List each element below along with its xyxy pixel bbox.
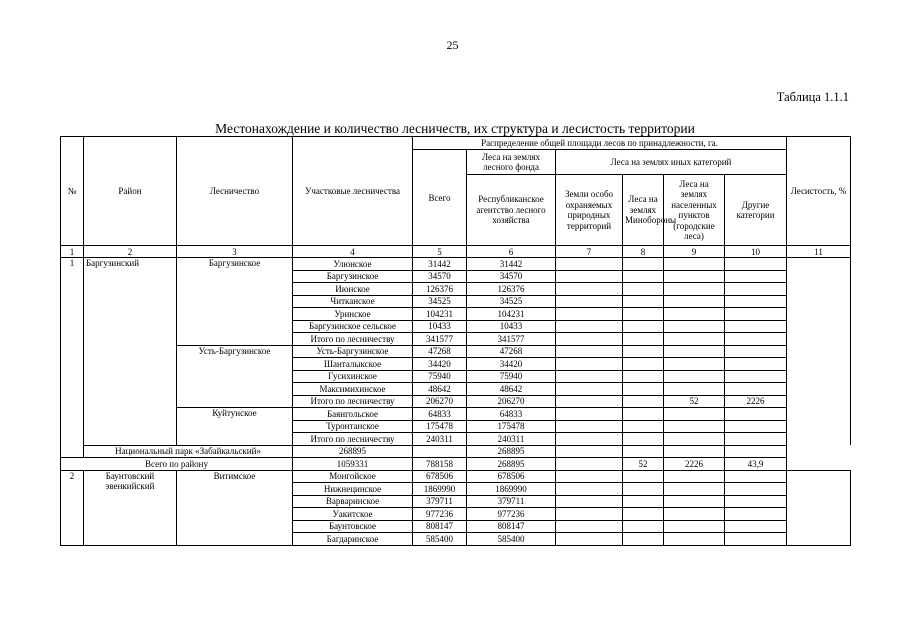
district-total-label: Всего по району [61, 458, 293, 471]
total-cell: 34420 [413, 358, 467, 371]
local-forestry-cell: Читканское [293, 295, 413, 308]
other-cell [725, 408, 787, 421]
header-row-1 [61, 137, 851, 150]
protected-cell [556, 320, 623, 333]
settlements-cell [664, 370, 725, 383]
settlements-cell [664, 483, 725, 496]
col-num: 3 [177, 246, 293, 258]
protected-cell [556, 520, 623, 533]
agency-cell: 10433 [467, 320, 556, 333]
local-forestry-cell: Баргузинское сельское [293, 320, 413, 333]
protected-cell [556, 358, 623, 371]
other-cell [725, 358, 787, 371]
minoborony-cell [623, 470, 664, 483]
total-cell: 206270 [413, 395, 467, 408]
protected-cell [556, 395, 623, 408]
other-cell [725, 483, 787, 496]
agency-cell: 1869990 [467, 483, 556, 496]
cover-cell [787, 395, 851, 408]
settlements-cell [664, 358, 725, 371]
protected-cell [556, 308, 623, 321]
total-cell: 48642 [413, 383, 467, 396]
header-other-lands: Леса на землях иных категорий [556, 150, 787, 175]
other-cell [725, 383, 787, 396]
settlements-cell: 52 [623, 458, 664, 471]
district-cell: Баунтовский эвенкийский [84, 470, 177, 545]
cover-cell [787, 495, 851, 508]
other-cell [725, 533, 787, 546]
minoborony-cell [623, 433, 664, 446]
cover-cell [787, 345, 851, 358]
cover-cell [787, 533, 851, 546]
other-cell [725, 308, 787, 321]
other-cell [725, 320, 787, 333]
col-num: 2 [84, 246, 177, 258]
minoborony-cell [623, 533, 664, 546]
local-forestry-cell: Баунтовское [293, 520, 413, 533]
minoborony-cell [623, 333, 664, 346]
total-cell: 34525 [413, 295, 467, 308]
col-num: 10 [725, 246, 787, 258]
settlements-cell [664, 520, 725, 533]
header-local-forestry: Участковые лесничества [293, 137, 413, 246]
minoborony-cell [623, 508, 664, 521]
local-forestry-cell: Багдаринское [293, 533, 413, 546]
minoborony-cell [623, 283, 664, 296]
column-numbers-row [61, 246, 851, 258]
protected-cell [556, 470, 623, 483]
settlements-cell [623, 445, 664, 458]
settlements-cell [664, 345, 725, 358]
agency-cell: 206270 [467, 395, 556, 408]
agency-cell: 808147 [467, 520, 556, 533]
other-cell [725, 433, 787, 446]
protected-cell [556, 333, 623, 346]
total-cell: 1869990 [413, 483, 467, 496]
district-cell: Баргузинский [84, 258, 177, 446]
other-cell [725, 370, 787, 383]
header-settlements: Леса на землях населенных пунктов (городские леса) [664, 175, 725, 246]
col-num: 5 [413, 246, 467, 258]
local-forestry-cell: Монгойское [293, 470, 413, 483]
forestry-cell: Витимское [177, 470, 293, 545]
local-forestry-cell: Баргузинское [293, 270, 413, 283]
protected-cell: 268895 [467, 458, 556, 471]
protected-cell [556, 533, 623, 546]
col-num: 8 [623, 246, 664, 258]
table-row [61, 408, 851, 421]
cover-cell [725, 445, 787, 458]
cover-cell [787, 483, 851, 496]
protected-cell [556, 295, 623, 308]
other-cell [725, 295, 787, 308]
col-num: 6 [467, 246, 556, 258]
protected-cell [556, 370, 623, 383]
other-cell [725, 258, 787, 271]
minoborony-cell [623, 258, 664, 271]
local-forestry-cell: Баянгольское [293, 408, 413, 421]
cover-cell [787, 258, 851, 271]
header-minoborony: Леса на землях Минобороны [623, 175, 664, 246]
header-total: Всего [413, 150, 467, 246]
agency-cell: 175478 [467, 420, 556, 433]
table-row [61, 470, 851, 483]
total-cell: 808147 [413, 520, 467, 533]
protected-cell [556, 270, 623, 283]
cover-cell [787, 470, 851, 483]
col-num: 11 [787, 246, 851, 258]
other-cell [725, 333, 787, 346]
row-no-cell: 2 [61, 470, 84, 545]
cover-cell [787, 320, 851, 333]
minoborony-cell [623, 483, 664, 496]
agency-cell: 788158 [413, 458, 467, 471]
cover-cell [787, 408, 851, 421]
minoborony-cell [623, 345, 664, 358]
agency-cell: 341577 [467, 333, 556, 346]
agency-cell: 126376 [467, 283, 556, 296]
settlements-cell [664, 308, 725, 321]
total-cell: 31442 [413, 258, 467, 271]
header-district: Район [84, 137, 177, 246]
col-num: 7 [556, 246, 623, 258]
other-cell [725, 283, 787, 296]
total-cell: 126376 [413, 283, 467, 296]
cover-cell [787, 333, 851, 346]
cover-cell [787, 520, 851, 533]
minoborony-cell [623, 495, 664, 508]
local-forestry-cell: Улюнское [293, 258, 413, 271]
cover-cell [787, 308, 851, 321]
cover-cell [787, 508, 851, 521]
header-no: № [61, 137, 84, 246]
protected-cell [556, 258, 623, 271]
protected-cell [556, 345, 623, 358]
total-cell: 175478 [413, 420, 467, 433]
protected-cell: 268895 [467, 445, 556, 458]
cover-cell [787, 370, 851, 383]
header-distribution: Распределение общей площади лесов по принадлежности, га. [413, 137, 787, 150]
agency-cell: 34525 [467, 295, 556, 308]
cover-cell [787, 420, 851, 433]
protected-cell [556, 420, 623, 433]
other-cell: 2226 [725, 395, 787, 408]
table-row-national-park [61, 445, 851, 458]
minoborony-cell [623, 370, 664, 383]
cover-cell [787, 283, 851, 296]
total-cell: 75940 [413, 370, 467, 383]
minoborony-cell [623, 295, 664, 308]
settlements-cell [664, 283, 725, 296]
settlements-cell [664, 333, 725, 346]
protected-cell [556, 508, 623, 521]
agency-cell: 48642 [467, 383, 556, 396]
other-cell [725, 495, 787, 508]
col-num: 1 [61, 246, 84, 258]
minoborony-cell [623, 383, 664, 396]
settlements-cell [664, 533, 725, 546]
table-row-district-total [61, 458, 851, 471]
settlements-cell [664, 508, 725, 521]
header-protected: Земли особо охраняемых природных территорий [556, 175, 623, 246]
agency-cell: 64833 [467, 408, 556, 421]
settlements-cell [664, 470, 725, 483]
local-forestry-cell: Итого по лесничеству [293, 433, 413, 446]
total-cell: 104231 [413, 308, 467, 321]
settlements-cell: 52 [664, 395, 725, 408]
settlements-cell [664, 270, 725, 283]
table-row [61, 258, 851, 271]
local-forestry-cell: Уакитское [293, 508, 413, 521]
col-num: 9 [664, 246, 725, 258]
minoborony-cell [556, 445, 623, 458]
agency-cell: 75940 [467, 370, 556, 383]
other-cell: 2226 [664, 458, 725, 471]
minoborony-cell [556, 458, 623, 471]
forestry-cell: Куйтунское [177, 408, 293, 446]
row-no-cell: 1 [61, 258, 84, 458]
cover-cell [787, 295, 851, 308]
local-forestry-cell: Шанталыкское [293, 358, 413, 371]
agency-cell: 34570 [467, 270, 556, 283]
local-forestry-cell: Максимихинское [293, 383, 413, 396]
cover-cell [787, 383, 851, 396]
agency-cell: 104231 [467, 308, 556, 321]
minoborony-cell [623, 408, 664, 421]
settlements-cell [664, 495, 725, 508]
total-cell: 585400 [413, 533, 467, 546]
local-forestry-cell: Июнское [293, 283, 413, 296]
table-title: Местонахождение и количество лесничеств, их структура и лесистость территории [215, 121, 695, 136]
settlements-cell [664, 320, 725, 333]
local-forestry-cell: Нижнецинское [293, 483, 413, 496]
total-cell: 977236 [413, 508, 467, 521]
cover-cell [787, 270, 851, 283]
total-cell: 678506 [413, 470, 467, 483]
total-cell: 47268 [413, 345, 467, 358]
protected-cell [556, 495, 623, 508]
settlements-cell [664, 420, 725, 433]
cover-cell [787, 433, 851, 446]
header-republican-agency: Республиканское агентство лесного хозяйства [467, 175, 556, 246]
col-num: 4 [293, 246, 413, 258]
page-number: 25 [446, 38, 459, 52]
settlements-cell [664, 383, 725, 396]
local-forestry-cell: Уринское [293, 308, 413, 321]
table-label: Таблица 1.1.1 [776, 90, 849, 104]
agency-cell: 34420 [467, 358, 556, 371]
protected-cell [556, 283, 623, 296]
local-forestry-cell: Туронтанское [293, 420, 413, 433]
agency-cell: 585400 [467, 533, 556, 546]
total-cell: 240311 [413, 433, 467, 446]
local-forestry-cell: Итого по лесничеству [293, 395, 413, 408]
settlements-cell [664, 433, 725, 446]
total-cell: 341577 [413, 333, 467, 346]
total-cell: 34570 [413, 270, 467, 283]
other-cell [725, 420, 787, 433]
local-forestry-cell: Усть-Баргузинское [293, 345, 413, 358]
agency-cell: 977236 [467, 508, 556, 521]
other-cell [725, 508, 787, 521]
minoborony-cell [623, 420, 664, 433]
total-cell: 268895 [293, 445, 413, 458]
other-cell [664, 445, 725, 458]
agency-cell: 240311 [467, 433, 556, 446]
other-cell [725, 470, 787, 483]
minoborony-cell [623, 520, 664, 533]
other-cell [725, 345, 787, 358]
local-forestry-cell: Варваринское [293, 495, 413, 508]
local-forestry-cell: Итого по лесничеству [293, 333, 413, 346]
forestry-table [60, 136, 851, 546]
forestry-cell: Баргузинское [177, 258, 293, 346]
table-row [61, 345, 851, 358]
settlements-cell [664, 258, 725, 271]
forestry-cell: Усть-Баргузинское [177, 345, 293, 408]
total-cell: 64833 [413, 408, 467, 421]
total-cell: 10433 [413, 320, 467, 333]
minoborony-cell [623, 270, 664, 283]
header-forest-cover: Лесистость, % [787, 137, 851, 246]
header-forest-fund: Леса на землях лесного фонда [467, 150, 556, 175]
minoborony-cell [623, 320, 664, 333]
total-cell: 1059331 [293, 458, 413, 471]
cover-cell: 43,9 [725, 458, 787, 471]
local-forestry-cell: Гусихинское [293, 370, 413, 383]
other-cell [725, 520, 787, 533]
minoborony-cell [623, 395, 664, 408]
minoborony-cell [623, 308, 664, 321]
agency-cell: 31442 [467, 258, 556, 271]
settlements-cell [664, 408, 725, 421]
settlements-cell [664, 295, 725, 308]
agency-cell [413, 445, 467, 458]
agency-cell: 379711 [467, 495, 556, 508]
agency-cell: 47268 [467, 345, 556, 358]
header-other-categories: Другие категории [725, 175, 787, 246]
header-forestry: Лесничество [177, 137, 293, 246]
protected-cell [556, 433, 623, 446]
other-cell [725, 270, 787, 283]
cover-cell [787, 358, 851, 371]
protected-cell [556, 383, 623, 396]
agency-cell: 678506 [467, 470, 556, 483]
minoborony-cell [623, 358, 664, 371]
total-cell: 379711 [413, 495, 467, 508]
protected-cell [556, 408, 623, 421]
national-park-label: Национальный парк «Забайкальский» [84, 445, 293, 458]
protected-cell [556, 483, 623, 496]
